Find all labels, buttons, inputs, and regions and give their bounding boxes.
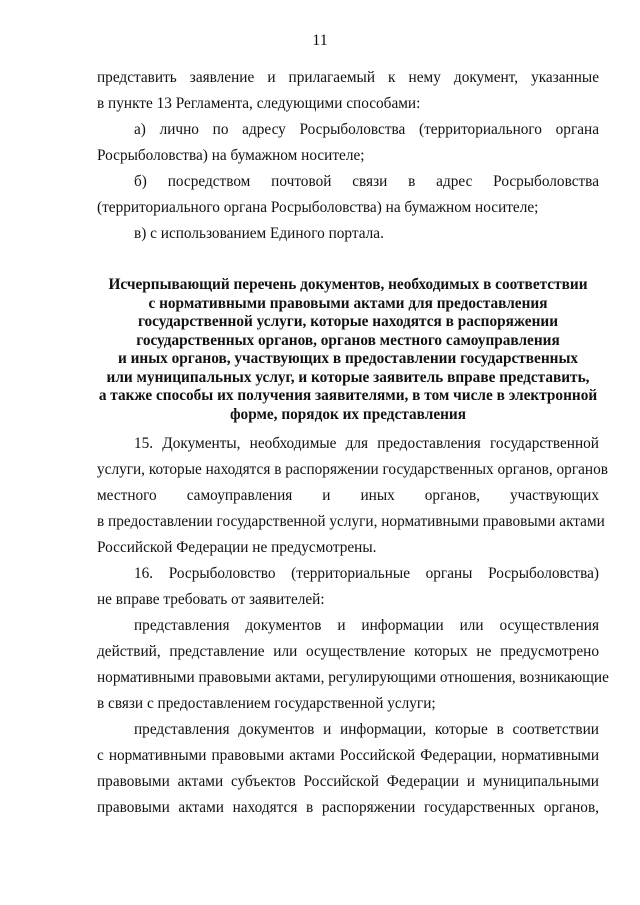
body-text-line: правовыми актами находятся в распоряжении государственных органов, xyxy=(97,799,599,816)
body-text-line: представления документов и информации или осуществления xyxy=(134,617,599,634)
intro-text-line: (территориального органа Росрыболовства) на бумажном носителе; xyxy=(97,199,539,216)
body-paragraphs xyxy=(97,431,609,821)
heading-line: с нормативными правовыми актами для предоставления xyxy=(148,294,548,312)
body-text-line: 16. Росрыболовство (территориальные органы Росрыболовства) xyxy=(134,565,599,582)
intro-text-line: Росрыболовства) на бумажном носителе; xyxy=(97,147,365,164)
body-text-line: правовыми актами субъектов Российской Федерации и муниципальными xyxy=(97,773,599,790)
body-text-line: услуги, которые находятся в распоряжении государственных органов, органов xyxy=(97,461,608,478)
body-text-line: нормативными правовыми актами, регулирующими отношения, возникающие xyxy=(97,669,609,686)
intro-text-line: а) лично по адресу Росрыболовства (территориального органа xyxy=(134,121,599,138)
body-text-line: в предоставлении государственной услуги, нормативными правовыми актами xyxy=(97,513,605,530)
section-heading xyxy=(97,276,599,424)
intro-paragraphs xyxy=(97,65,599,247)
intro-text-line: представить заявление и прилагаемый к нему документ, указанные xyxy=(97,69,599,86)
body-text-line: Российской Федерации не предусмотрены. xyxy=(97,539,377,556)
heading-line: и иных органов, участвующих в предоставлении государственных xyxy=(117,350,579,367)
body-text-line: представления документов и информации, которые в соответствии xyxy=(134,721,599,738)
body-text-line: 15. Документы, необходимые для предоставления государственной xyxy=(134,435,599,452)
body-text-line: в связи с предоставлением государственной услуги; xyxy=(97,695,436,712)
body-text-line: не вправе требовать от заявителей: xyxy=(97,591,325,608)
heading-line: Исчерпывающий перечень документов, необходимых в соответствии xyxy=(108,276,588,293)
heading-line: а также способы их получения заявителями, в том числе в электронной xyxy=(98,387,598,404)
heading-line: или муниципальных услуг, и которые заявитель вправе представить, xyxy=(106,368,590,386)
body-text-line: с нормативными правовыми актами Российской Федерации, нормативными xyxy=(97,747,599,764)
heading-line: государственной услуги, которые находятся в распоряжении xyxy=(137,313,559,330)
heading-line: государственных органов, органов местного самоуправления xyxy=(136,331,560,349)
page-number: 11 xyxy=(312,32,328,49)
intro-text-line: б) посредством почтовой связи в адрес Росрыболовства xyxy=(134,173,599,190)
heading-line: форме, порядок их представления xyxy=(229,405,467,423)
body-text-line: действий, представление или осуществление которых не предусмотрено xyxy=(97,643,599,660)
body-text-line: местного самоуправления и иных органов, участвующих xyxy=(97,487,599,504)
intro-text-line: в) с использованием Единого портала. xyxy=(134,225,384,242)
intro-text-line: в пункте 13 Регламента, следующими способами: xyxy=(97,95,421,112)
